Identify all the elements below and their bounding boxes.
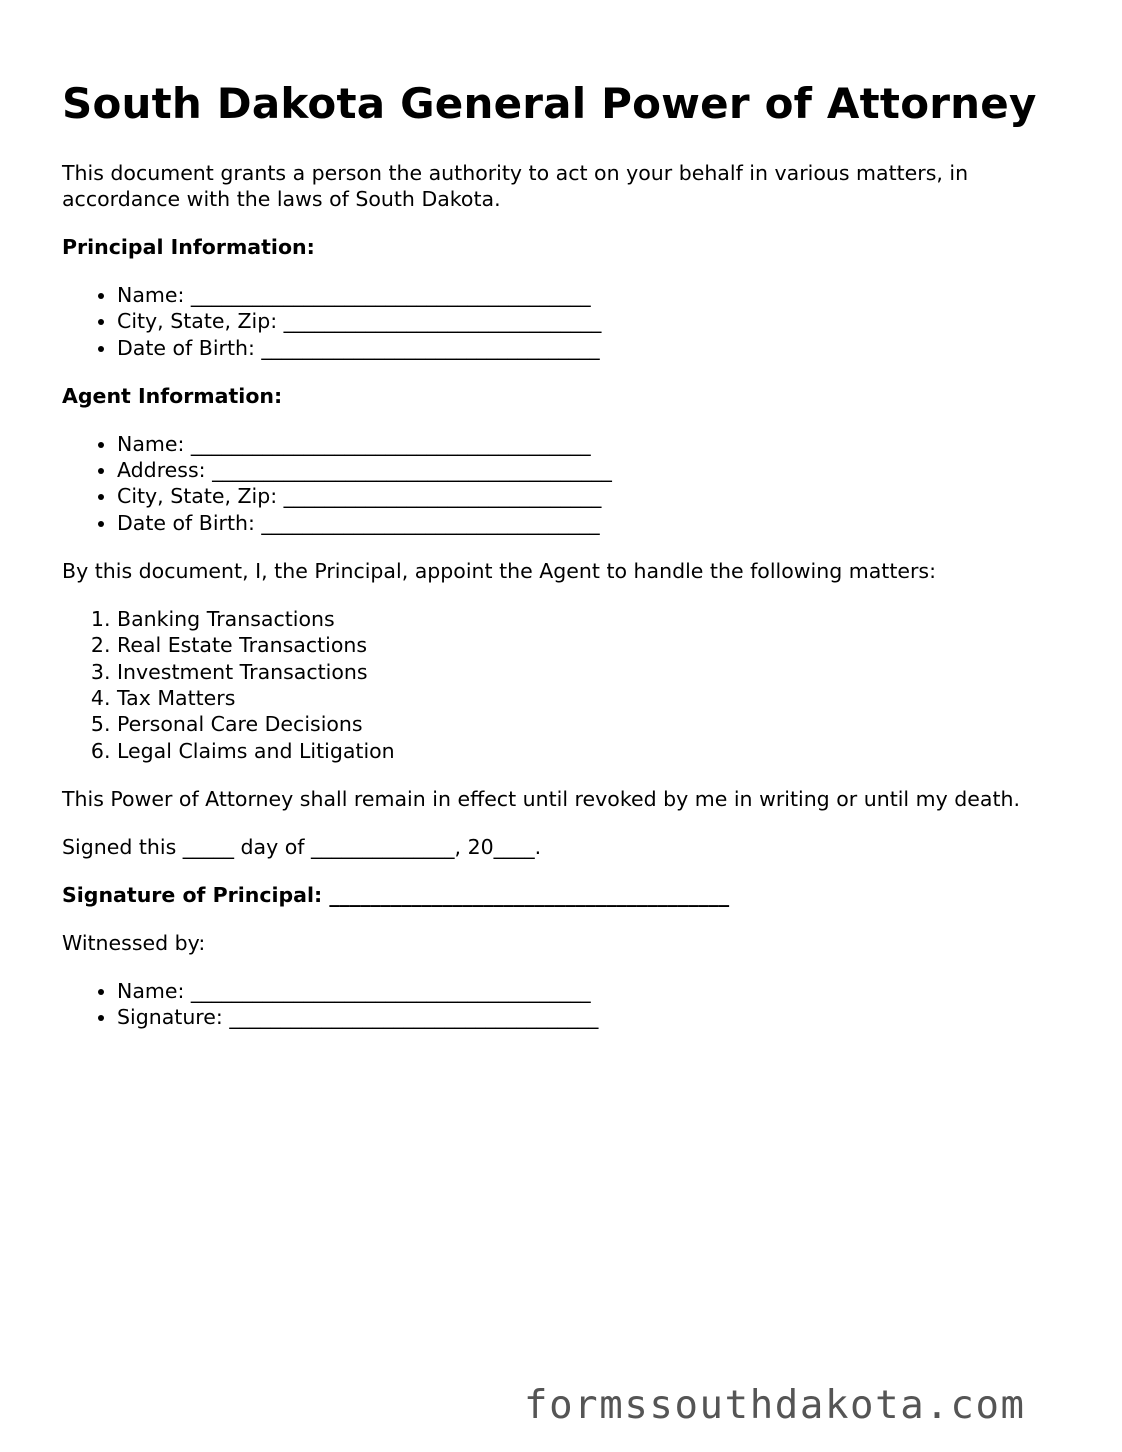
principal-date-of-birth-field: • Date of Birth: _________________________________ [117,335,1062,361]
agent-date-of-birth-field: • Date of Birth: _________________________________ [117,510,1062,536]
agent-address-field: • Address: _______________________________________ [117,457,1062,483]
matter-item: 3. Investment Transactions [117,659,1062,685]
principal-fields-list [62,282,1062,361]
principal-signature-line: Signature of Principal: _______________________________________ [62,882,730,907]
agent-city-state-zip-field: • City, State, Zip: _______________________________ [117,483,1062,509]
witness-signature-field: • Signature: ____________________________________ [117,1004,1062,1030]
site-watermark: formssouthdakota.com [524,1383,1026,1428]
duration-paragraph: This Power of Attorney shall remain in effect until revoked by me in writing or until my death. [62,786,1020,811]
matter-item: 6. Legal Claims and Litigation [117,738,1062,764]
witness-name-field: • Name: _______________________________________ [117,978,1062,1004]
matter-item: 4. Tax Matters [117,685,1062,711]
signed-date-line: Signed this _____ day of ______________, 20____. [62,834,542,859]
witness-fields-list [62,978,1062,1031]
matter-item: 2. Real Estate Transactions [117,632,1062,658]
witness-heading: Witnessed by: [62,930,206,955]
document-page [62,78,1062,1052]
agent-heading: Agent Information: [62,383,283,408]
principal-heading: Principal Information: [62,235,315,259]
principal-name-field: • Name: _______________________________________ [117,282,1062,308]
matter-item: 5. Personal Care Decisions [117,711,1062,737]
document-title: South Dakota General Power of Attorney [62,79,1037,128]
principal-city-state-zip-field: • City, State, Zip: _______________________________ [117,308,1062,334]
agent-fields-list [62,431,1062,536]
appointment-paragraph: By this document, I, the Principal, appoint the Agent to handle the following matters: [62,559,937,584]
agent-name-field: • Name: _______________________________________ [117,431,1062,457]
intro-paragraph: This document grants a person the authority to act on your behalf in various matters, in accordance with the laws of South Dakota. [62,161,969,211]
matters-list [62,606,1062,764]
matter-item: 1. Banking Transactions [117,606,1062,632]
